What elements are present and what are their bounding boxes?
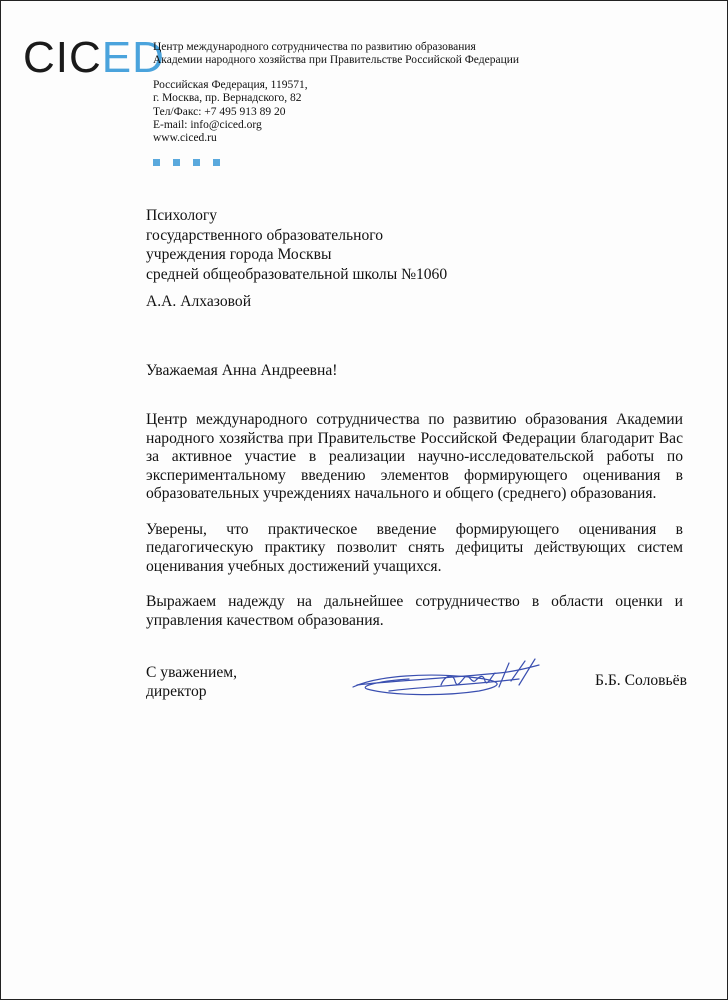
contact-line: Тел/Факс: +7 495 913 89 20 — [153, 105, 286, 118]
ciced-logo — [23, 33, 165, 83]
dot — [153, 159, 160, 166]
letterhead-organization — [153, 41, 519, 68]
handwritten-signature — [349, 651, 549, 701]
recipient-name: А.А. Алхазовой — [146, 293, 252, 310]
closing-position: директор — [146, 683, 207, 700]
body-paragraph: Центр международного сотрудничества по развитию образования Академии народного хозяйства при Правительстве Российской Федерации благодарит Вас за активное участие в реализации научно-исследовательской работы по экспериментальному введению элементов формирующего оценивания в образовательных учреждениях начального и общего (среднего) образования. — [146, 411, 683, 502]
contact-line: www.ciced.ru — [153, 132, 217, 145]
logo-text-accent: ED — [101, 33, 165, 82]
dot — [193, 159, 200, 166]
signer-name: Б.Б. Соловьёв — [595, 672, 687, 689]
decorative-dots — [153, 159, 220, 166]
body-paragraph: Выражаем надежду на дальнейшее сотрудничество в области оценки и управления качеством образования. — [146, 593, 683, 629]
contact-line: E-mail: info@ciced.org — [153, 119, 262, 132]
addressee-line: средней общеобразовательной школы №1060 — [146, 265, 448, 283]
dot — [213, 159, 220, 166]
contact-line: г. Москва, пр. Вернадского, 82 — [153, 92, 302, 105]
letter-body — [146, 411, 683, 647]
contact-line: Российская Федерация, 119571, — [153, 78, 308, 91]
addressee-line: государственного образовательного — [146, 226, 384, 244]
addressee-line: учреждения города Москвы — [146, 246, 332, 264]
letterhead-contacts — [153, 79, 519, 146]
closing-block — [146, 663, 237, 701]
org-line: Центр международного сотрудничества по развитию образования — [153, 41, 476, 53]
addressee-line: Психологу — [146, 207, 218, 224]
closing-regards: С уважением, — [146, 664, 238, 681]
addressee-block — [146, 206, 447, 284]
letterhead — [153, 41, 519, 146]
greeting: Уважаемая Анна Андреевна! — [146, 362, 338, 379]
dot — [173, 159, 180, 166]
org-line: Академии народного хозяйства при Правительстве Российской Федерации — [153, 54, 520, 67]
body-paragraph: Уверены, что практическое введение формирующего оценивания в педагогическую практику позволит снять дефициты действующих систем оценивания учебных достижений учащихся. — [146, 520, 683, 575]
logo-text-dark: CIC — [23, 33, 102, 82]
